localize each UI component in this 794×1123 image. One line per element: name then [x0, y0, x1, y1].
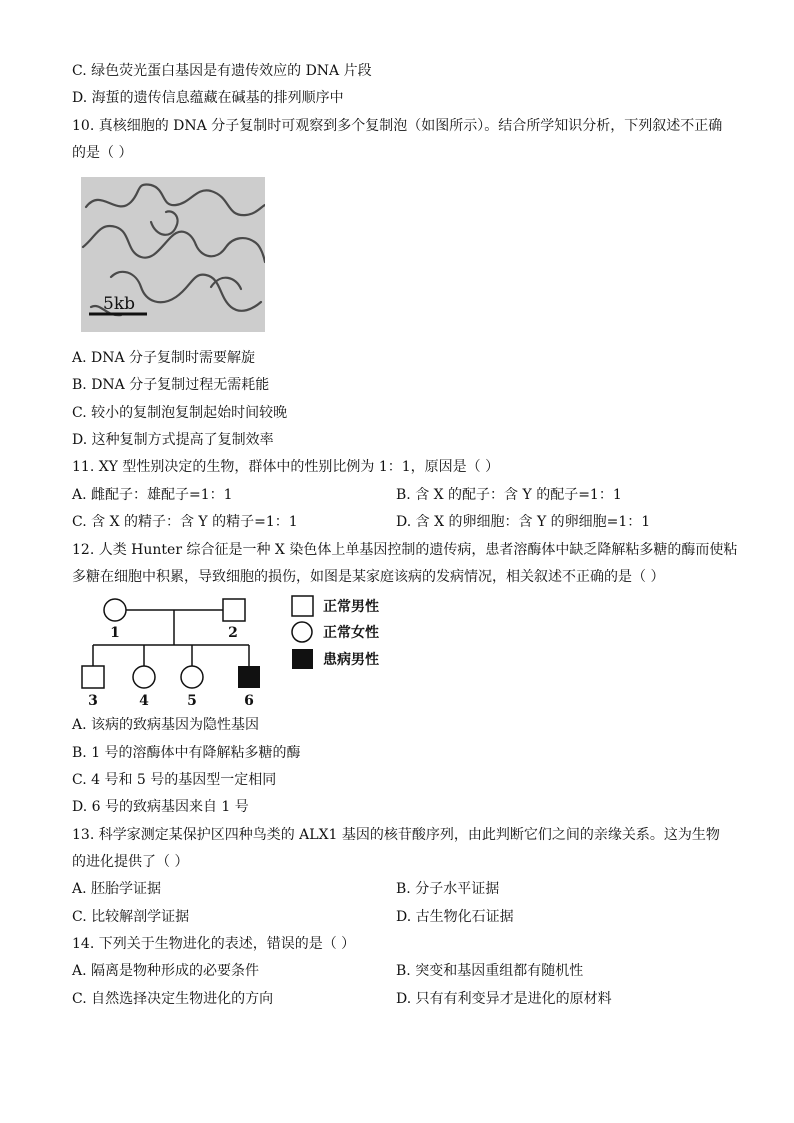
legend-affected-male-label: 患病男性	[323, 652, 379, 668]
individual-6-label: 6	[244, 693, 254, 709]
q11-option-d: D. 含 X 的卵细胞：含 Y 的卵细胞=1：1	[396, 514, 651, 530]
pedigree-chart	[72, 595, 402, 710]
q11-option-b: B. 含 X 的配子：含 Y 的配子=1：1	[396, 487, 622, 503]
individual-2-symbol	[223, 599, 245, 621]
q10-option-d: D. 这种复制方式提高了复制效率	[72, 432, 274, 448]
q13-stem-line2: 的进化提供了（ ）	[72, 854, 189, 870]
q14-option-a: A. 隔离是物种形成的必要条件	[72, 963, 260, 979]
dna-replication-micrograph	[81, 177, 265, 332]
q14-option-b: B. 突变和基因重组都有随机性	[396, 963, 584, 979]
q14-option-d: D. 只有有利变异才是进化的原材料	[396, 991, 612, 1007]
individual-1-symbol	[104, 599, 126, 621]
q10-option-a: A. DNA 分子复制时需要解旋	[72, 350, 256, 366]
q12-stem-line1: 12. 人类 Hunter 综合征是一种 X 染色体上单基因控制的遗传病，患者溶酶体中缺乏降解粘多糖的酶而使粘	[72, 542, 738, 558]
q13-option-b: B. 分子水平证据	[396, 881, 500, 897]
individual-1-label: 1	[110, 625, 120, 641]
q10-option-c: C. 较小的复制泡复制起始时间较晚	[72, 405, 288, 421]
q13-option-a: A. 胚胎学证据	[72, 881, 162, 897]
q13-stem-line1: 13. 科学家测定某保护区四种鸟类的 ALX1 基因的核苷酸序列，由此判断它们之间的亲缘关系。这为生物	[72, 827, 720, 843]
q13-option-c: C. 比较解剖学证据	[72, 909, 190, 925]
q13-option-d: D. 古生物化石证据	[396, 909, 514, 925]
scale-bar-label: 5kb	[103, 294, 135, 314]
q12-option-a: A. 该病的致病基因为隐性基因	[72, 717, 260, 733]
q11-option-a: A. 雌配子：雄配子=1：1	[72, 487, 233, 503]
q11-option-c: C. 含 X 的精子：含 Y 的精子=1：1	[72, 514, 298, 530]
legend-normal-female-symbol	[292, 622, 312, 642]
q12-option-d: D. 6 号的致病基因来自 1 号	[72, 799, 249, 815]
q12-option-b: B. 1 号的溶酶体中有降解粘多糖的酶	[72, 745, 301, 761]
option-c-prev: C. 绿色荧光蛋白基因是有遗传效应的 DNA 片段	[72, 63, 372, 79]
individual-3-label: 3	[88, 693, 98, 709]
q10-option-b: B. DNA 分子复制过程无需耗能	[72, 377, 270, 393]
legend-normal-male-symbol	[292, 596, 313, 616]
individual-5-label: 5	[187, 693, 197, 709]
legend-affected-male-symbol	[292, 649, 313, 669]
individual-6-symbol	[238, 666, 260, 688]
q10-stem-line2: 的是（ ）	[72, 145, 133, 161]
legend-normal-female-label: 正常女性	[323, 625, 379, 641]
q12-option-c: C. 4 号和 5 号的基因型一定相同	[72, 772, 277, 788]
individual-4-label: 4	[139, 693, 149, 709]
legend-normal-male-label: 正常男性	[323, 599, 379, 615]
individual-2-label: 2	[228, 625, 238, 641]
q10-stem-line1: 10. 真核细胞的 DNA 分子复制时可观察到多个复制泡（如图所示）。结合所学知识分析，下列叙述不正确	[72, 118, 723, 134]
individual-4-symbol	[133, 666, 155, 688]
individual-5-symbol	[181, 666, 203, 688]
q14-option-c: C. 自然选择决定生物进化的方向	[72, 991, 274, 1007]
option-d-prev: D. 海蜇的遗传信息蕴藏在碱基的排列顺序中	[72, 90, 344, 106]
q12-stem-line2: 多糖在细胞中积累，导致细胞的损伤，如图是某家庭该病的发病情况，相关叙述不正确的是（ ）	[72, 569, 665, 585]
individual-3-symbol	[82, 666, 104, 688]
q14-stem: 14. 下列关于生物进化的表述，错误的是（ ）	[72, 936, 356, 952]
q11-stem: 11. XY 型性别决定的生物，群体中的性别比例为 1：1，原因是（ ）	[72, 459, 500, 475]
